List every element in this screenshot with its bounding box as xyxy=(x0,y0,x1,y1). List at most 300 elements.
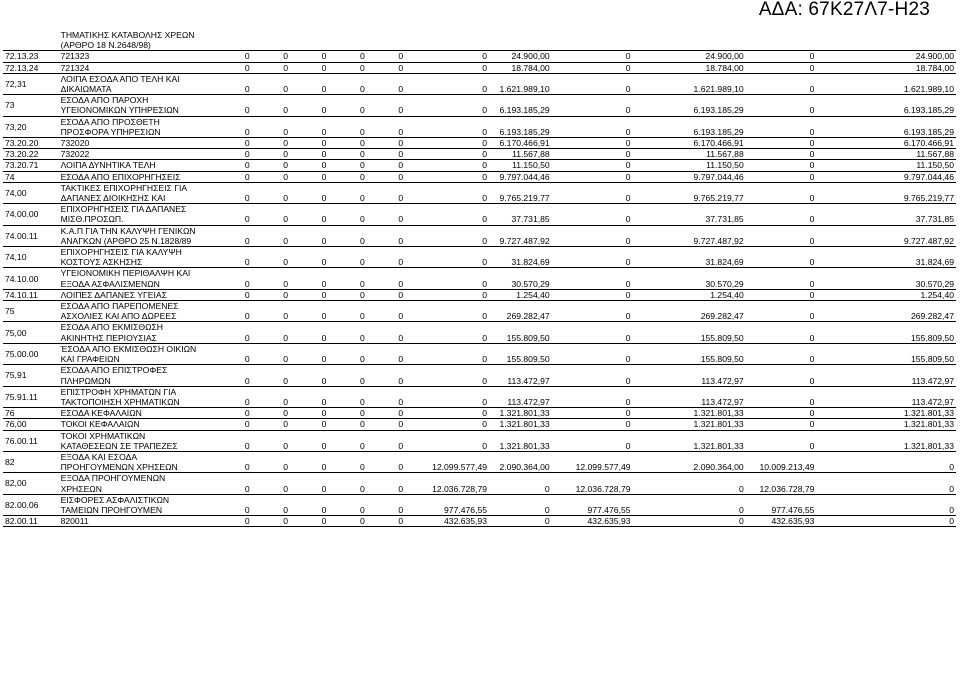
amount-cell: 9.765.219,77 xyxy=(633,182,746,203)
amount-cell: 0 xyxy=(367,182,405,203)
amount-cell: 0 xyxy=(252,343,290,364)
table-row xyxy=(3,386,956,407)
account-description: ΛΟΙΠΑ ΔΥΝΗΤΙΚΑ ΤΕΛΗ xyxy=(60,160,199,171)
amount-cell: 9.765.219,77 xyxy=(489,182,552,203)
amount-cell: 0 xyxy=(746,386,817,407)
amount-cell: 0 xyxy=(367,301,405,322)
amount-cell: 155.809,50 xyxy=(489,343,552,364)
amount-cell: 0 xyxy=(328,138,366,149)
amount-cell: 0 xyxy=(552,289,633,300)
amount-cell: 0 xyxy=(552,160,633,171)
amount-cell: 0 xyxy=(552,116,633,137)
amount-cell: 269.282,47 xyxy=(816,301,956,322)
amount-cell: 155.809,50 xyxy=(489,322,552,343)
ada-document-id: ΑΔΑ: 67Κ27Λ7-Η23 xyxy=(758,0,930,20)
amount-cell: 0 xyxy=(405,95,489,116)
amount-cell: 0 xyxy=(367,494,405,515)
amount-cell: 0 xyxy=(290,204,328,225)
amount-cell: 0 xyxy=(816,516,956,527)
amount-cell: 0 xyxy=(328,408,366,419)
amount-cell: 0 xyxy=(290,494,328,515)
amount-cell: 269.282,47 xyxy=(489,301,552,322)
table-row xyxy=(3,473,956,494)
amount-cell: 0 xyxy=(552,225,633,246)
amount-cell: 0 xyxy=(328,301,366,322)
amount-cell: 0 xyxy=(328,343,366,364)
amount-cell: 0 xyxy=(367,160,405,171)
amount-cell: 0 xyxy=(252,62,290,73)
amount-cell: 0 xyxy=(199,225,252,246)
amount-cell: 0 xyxy=(367,116,405,137)
amount-cell: 155.809,50 xyxy=(633,343,746,364)
amount-cell: 0 xyxy=(252,289,290,300)
amount-cell: 0 xyxy=(367,473,405,494)
amount-cell: 0 xyxy=(746,51,817,62)
amount-cell: 0 xyxy=(252,419,290,430)
table-row xyxy=(3,30,956,51)
amount-cell: 0 xyxy=(746,268,817,289)
table-row xyxy=(3,225,956,246)
amount-cell: 0 xyxy=(328,268,366,289)
table-row xyxy=(3,322,956,343)
amount-cell: 0 xyxy=(199,204,252,225)
amount-cell: 1.321.801,33 xyxy=(489,408,552,419)
account-description: ΕΣΟΔΑ ΑΠΟ ΕΠΙΧΟΡΗΓΗΣΕΙΣ xyxy=(60,171,199,182)
amount-cell: 6.170.466,91 xyxy=(489,138,552,149)
amount-cell: 0 xyxy=(252,171,290,182)
amount-cell: 113.472,97 xyxy=(816,386,956,407)
account-description: ΕΣΟΔΑ ΚΕΦΑΛΑΙΩΝ xyxy=(60,408,199,419)
amount-cell: 0 xyxy=(746,62,817,73)
amount-cell: 0 xyxy=(252,149,290,160)
amount-cell: 1.321.801,33 xyxy=(489,430,552,451)
table-row xyxy=(3,430,956,451)
account-description: ΕΣΟΔΑ ΑΠΟ ΠΑΡΕΠΟΜΕΝΕΣ ΑΣΧΟΛΙΕΣ ΚΑΙ ΑΠΟ ΔΩΡΕΕΣ xyxy=(60,301,199,322)
amount-cell: 0 xyxy=(552,138,633,149)
amount-cell: 0 xyxy=(405,386,489,407)
amount-cell: 0 xyxy=(405,408,489,419)
account-code: 74.10.11 xyxy=(3,289,60,300)
amount-cell: 0 xyxy=(252,516,290,527)
amount-cell: 11.150,50 xyxy=(816,160,956,171)
account-description: ΕΠΙΧΟΡΗΓΗΣΕΙΣ ΓΙΑ ΔΑΠΑΝΕΣ ΜΙΣΘ.ΠΡΟΣΩΠ. xyxy=(60,204,199,225)
account-code: 72.13.24 xyxy=(3,62,60,73)
amount-cell: 0 xyxy=(199,51,252,62)
amount-cell xyxy=(199,30,252,51)
amount-cell: 9.727.487,92 xyxy=(816,225,956,246)
amount-cell: 155.809,50 xyxy=(633,322,746,343)
amount-cell: 0 xyxy=(328,73,366,94)
amount-cell: 0 xyxy=(367,268,405,289)
amount-cell: 0 xyxy=(746,149,817,160)
account-code: 75.00.00 xyxy=(3,343,60,364)
amount-cell: 11.567,88 xyxy=(816,149,956,160)
amount-cell: 977.476,55 xyxy=(746,494,817,515)
amount-cell: 11.150,50 xyxy=(633,160,746,171)
table-row xyxy=(3,51,956,62)
account-description: ΕΣΟΔΑ ΑΠΟ ΠΡΟΣΘΕΤΗ ΠΡΟΣΦΟΡΑ ΥΠΗΡΕΣΙΩΝ xyxy=(60,116,199,137)
amount-cell: 0 xyxy=(552,73,633,94)
amount-cell: 0 xyxy=(252,301,290,322)
table-row xyxy=(3,160,956,171)
amount-cell: 1.321.801,33 xyxy=(633,408,746,419)
amount-cell: 0 xyxy=(367,138,405,149)
table-row xyxy=(3,301,956,322)
amount-cell: 0 xyxy=(290,301,328,322)
amount-cell: 0 xyxy=(290,268,328,289)
amount-cell: 6.170.466,91 xyxy=(816,138,956,149)
amount-cell: 0 xyxy=(252,386,290,407)
amount-cell: 0 xyxy=(367,430,405,451)
account-description: Κ.Α.Π ΓΙΑ ΤΗΝ ΚΑΛΥΨΗ ΓΕΝΙΚΩΝ ΑΝΑΓΚΩΝ (ΑΡΘΡΟ 25 Ν.1828/89 xyxy=(60,225,199,246)
amount-cell: 0 xyxy=(552,408,633,419)
table-row xyxy=(3,247,956,268)
amount-cell: 12.036.728,79 xyxy=(746,473,817,494)
amount-cell: 0 xyxy=(328,182,366,203)
amount-cell: 0 xyxy=(290,247,328,268)
account-code: 73.20.71 xyxy=(3,160,60,171)
amount-cell: 37.731,85 xyxy=(633,204,746,225)
amount-cell xyxy=(367,30,405,51)
amount-cell: 1.321.801,33 xyxy=(816,419,956,430)
amount-cell: 9.727.487,92 xyxy=(489,225,552,246)
amount-cell: 0 xyxy=(367,386,405,407)
amount-cell: 0 xyxy=(489,494,552,515)
account-description: 732020 xyxy=(60,138,199,149)
amount-cell: 0 xyxy=(367,451,405,472)
amount-cell: 0 xyxy=(405,430,489,451)
amount-cell: 0 xyxy=(405,322,489,343)
amount-cell: 2.090.364,00 xyxy=(489,451,552,472)
ledger-table xyxy=(3,30,956,527)
amount-cell: 0 xyxy=(328,386,366,407)
amount-cell: 0 xyxy=(367,343,405,364)
account-description: ΕΣΟΔΑ ΑΠΟ ΕΠΙΣΤΡΟΦΕΣ ΠΛΗΡΩΜΩΝ xyxy=(60,365,199,386)
amount-cell: 10.009.213,49 xyxy=(746,451,817,472)
amount-cell: 0 xyxy=(746,301,817,322)
amount-cell: 18.784,00 xyxy=(489,62,552,73)
amount-cell: 0 xyxy=(552,343,633,364)
amount-cell: 0 xyxy=(367,516,405,527)
amount-cell: 0 xyxy=(199,386,252,407)
amount-cell: 31.824,69 xyxy=(489,247,552,268)
amount-cell: 11.567,88 xyxy=(633,149,746,160)
amount-cell: 0 xyxy=(290,365,328,386)
amount-cell: 0 xyxy=(405,51,489,62)
amount-cell: 113.472,97 xyxy=(489,365,552,386)
amount-cell: 0 xyxy=(552,149,633,160)
table-row xyxy=(3,343,956,364)
amount-cell: 0 xyxy=(367,408,405,419)
amount-cell: 12.099.577,49 xyxy=(552,451,633,472)
account-description: 721323 xyxy=(60,51,199,62)
amount-cell: 0 xyxy=(199,73,252,94)
amount-cell: 6.193.185,29 xyxy=(633,95,746,116)
amount-cell: 0 xyxy=(199,430,252,451)
amount-cell: 0 xyxy=(367,247,405,268)
amount-cell: 0 xyxy=(199,62,252,73)
amount-cell: 0 xyxy=(816,451,956,472)
account-description: ΛΟΙΠΑ ΕΣΟΔΑ ΑΠΟ ΤΕΛΗ ΚΑΙ ΔΙΚΑΙΩΜΑΤΑ xyxy=(60,73,199,94)
amount-cell: 0 xyxy=(328,451,366,472)
ledger-body xyxy=(3,30,956,527)
account-description: ΈΣΟΔΑ ΑΠΟ ΕΚΜΙΣΘΩΣΗ ΟΙΚΙΩΝ ΚΑΙ ΓΡΑΦΕΙΩΝ xyxy=(60,343,199,364)
account-code: 76,00 xyxy=(3,419,60,430)
amount-cell: 0 xyxy=(746,73,817,94)
amount-cell: 0 xyxy=(328,95,366,116)
amount-cell: 0 xyxy=(290,516,328,527)
amount-cell: 37.731,85 xyxy=(489,204,552,225)
amount-cell: 0 xyxy=(367,171,405,182)
amount-cell: 30.570,29 xyxy=(489,268,552,289)
account-description: ΤΑΚΤΙΚΕΣ ΕΠΙΧΟΡΗΓΗΣΕΙΣ ΓΙΑ ΔΑΠΑΝΕΣ ΔΙΟΙΚΗΣΗΣ ΚΑΙ xyxy=(60,182,199,203)
account-code: 74,00 xyxy=(3,182,60,203)
account-description: ΕΣΟΔΑ ΑΠΟ ΕΚΜΙΣΘΩΣΗ ΑΚΙΝΗΤΗΣ ΠΕΡΙΟΥΣΙΑΣ xyxy=(60,322,199,343)
amount-cell: 0 xyxy=(746,247,817,268)
amount-cell: 12.036.728,79 xyxy=(552,473,633,494)
amount-cell: 24.900,00 xyxy=(816,51,956,62)
amount-cell: 432.635,93 xyxy=(405,516,489,527)
amount-cell: 0 xyxy=(328,171,366,182)
amount-cell: 1.621.989,10 xyxy=(816,73,956,94)
amount-cell: 0 xyxy=(199,494,252,515)
amount-cell: 11.567,88 xyxy=(489,149,552,160)
amount-cell: 6.170.466,91 xyxy=(633,138,746,149)
amount-cell: 0 xyxy=(746,95,817,116)
amount-cell: 0 xyxy=(816,494,956,515)
amount-cell: 0 xyxy=(290,116,328,137)
account-code: 82,00 xyxy=(3,473,60,494)
account-description: ΕΙΣΦΟΡΕΣ ΑΣΦΑΛΙΣΤΙΚΩΝ ΤΑΜΕΙΩΝ ΠΡΟΗΓΟΥΜΕΝ xyxy=(60,494,199,515)
amount-cell: 0 xyxy=(252,204,290,225)
amount-cell: 0 xyxy=(552,95,633,116)
amount-cell: 11.150,50 xyxy=(489,160,552,171)
amount-cell xyxy=(816,30,956,51)
amount-cell xyxy=(552,30,633,51)
amount-cell: 6.193.185,29 xyxy=(489,95,552,116)
amount-cell: 1.321.801,33 xyxy=(633,419,746,430)
amount-cell: 0 xyxy=(252,268,290,289)
amount-cell: 0 xyxy=(328,204,366,225)
account-description: ΕΠΙΧΟΡΗΓΗΣΕΙΣ ΓΙΑ ΚΑΛΥΨΗ ΚΟΣΤΟΥΣ ΑΣΚΗΣΗΣ xyxy=(60,247,199,268)
account-description: ΥΓΕΙΟΝΟΜΙΚΗ ΠΕΡΙΘΑΛΨΗ ΚΑΙ ΕΞΟΔΑ ΑΣΦΑΛΙΣΜΕΝΩΝ xyxy=(60,268,199,289)
amount-cell: 0 xyxy=(290,386,328,407)
amount-cell: 6.193.185,29 xyxy=(816,95,956,116)
amount-cell: 1.321.801,33 xyxy=(816,430,956,451)
amount-cell xyxy=(252,30,290,51)
amount-cell: 24.900,00 xyxy=(489,51,552,62)
amount-cell: 0 xyxy=(290,171,328,182)
amount-cell: 0 xyxy=(746,160,817,171)
account-code: 76.00.11 xyxy=(3,430,60,451)
amount-cell: 6.193.185,29 xyxy=(633,116,746,137)
amount-cell xyxy=(633,30,746,51)
amount-cell: 0 xyxy=(489,516,552,527)
amount-cell: 0 xyxy=(290,182,328,203)
amount-cell: 18.784,00 xyxy=(633,62,746,73)
table-row xyxy=(3,268,956,289)
amount-cell: 0 xyxy=(367,149,405,160)
amount-cell: 0 xyxy=(290,225,328,246)
amount-cell: 9.727.487,92 xyxy=(633,225,746,246)
amount-cell: 0 xyxy=(252,408,290,419)
amount-cell: 24.900,00 xyxy=(633,51,746,62)
amount-cell: 0 xyxy=(290,62,328,73)
amount-cell: 9.765.219,77 xyxy=(816,182,956,203)
amount-cell: 0 xyxy=(328,51,366,62)
amount-cell: 0 xyxy=(405,225,489,246)
amount-cell: 113.472,97 xyxy=(489,386,552,407)
amount-cell: 0 xyxy=(199,301,252,322)
account-code: 72,31 xyxy=(3,73,60,94)
amount-cell: 0 xyxy=(552,171,633,182)
amount-cell: 0 xyxy=(252,95,290,116)
amount-cell: 0 xyxy=(199,473,252,494)
table-row xyxy=(3,95,956,116)
amount-cell: 0 xyxy=(746,182,817,203)
amount-cell: 0 xyxy=(328,419,366,430)
amount-cell: 6.193.185,29 xyxy=(816,116,956,137)
amount-cell: 1.254,40 xyxy=(816,289,956,300)
amount-cell: 0 xyxy=(290,322,328,343)
amount-cell: 0 xyxy=(199,171,252,182)
amount-cell: 1.321.801,33 xyxy=(816,408,956,419)
amount-cell: 0 xyxy=(199,343,252,364)
amount-cell: 0 xyxy=(199,322,252,343)
amount-cell: 0 xyxy=(405,160,489,171)
account-description: ΤΟΚΟΙ ΧΡΗΜΑΤΙΚΩΝ ΚΑΤΑΘΕΣΕΩΝ ΣΕ ΤΡΑΠΕΖΕΣ xyxy=(60,430,199,451)
amount-cell: 0 xyxy=(252,73,290,94)
amount-cell: 0 xyxy=(367,365,405,386)
amount-cell: 0 xyxy=(633,473,746,494)
amount-cell: 1.621.989,10 xyxy=(489,73,552,94)
amount-cell: 0 xyxy=(252,116,290,137)
amount-cell: 977.476,55 xyxy=(405,494,489,515)
amount-cell: 18.784,00 xyxy=(816,62,956,73)
account-code: 73,20 xyxy=(3,116,60,137)
account-code: 75,00 xyxy=(3,322,60,343)
amount-cell: 0 xyxy=(290,473,328,494)
amount-cell: 0 xyxy=(328,225,366,246)
amount-cell: 0 xyxy=(328,289,366,300)
amount-cell: 0 xyxy=(367,204,405,225)
amount-cell: 432.635,93 xyxy=(746,516,817,527)
amount-cell: 0 xyxy=(405,301,489,322)
amount-cell: 0 xyxy=(290,451,328,472)
amount-cell: 0 xyxy=(552,301,633,322)
amount-cell: 0 xyxy=(328,494,366,515)
amount-cell: 0 xyxy=(367,51,405,62)
amount-cell xyxy=(290,30,328,51)
account-code: 74 xyxy=(3,171,60,182)
amount-cell: 0 xyxy=(252,160,290,171)
account-code: 74.00.11 xyxy=(3,225,60,246)
account-code: 75.91.11 xyxy=(3,386,60,407)
account-description: ΕΠΙΣΤΡΟΦΗ ΧΡΗΜΑΤΩΝ ΓΙΑ ΤΑΚΤΟΠΟΙΗΣΗ ΧΡΗΜΑΤΙΚΩΝ xyxy=(60,386,199,407)
account-code: 82.00.06 xyxy=(3,494,60,515)
amount-cell: 0 xyxy=(746,225,817,246)
amount-cell: 113.472,97 xyxy=(633,365,746,386)
amount-cell: 0 xyxy=(328,365,366,386)
amount-cell: 0 xyxy=(552,365,633,386)
amount-cell: 0 xyxy=(746,138,817,149)
amount-cell: 0 xyxy=(552,268,633,289)
account-code: 82.00.11 xyxy=(3,516,60,527)
amount-cell: 31.824,69 xyxy=(633,247,746,268)
amount-cell: 0 xyxy=(746,419,817,430)
amount-cell: 0 xyxy=(816,473,956,494)
amount-cell xyxy=(746,30,817,51)
amount-cell: 0 xyxy=(199,419,252,430)
amount-cell: 0 xyxy=(405,171,489,182)
amount-cell: 0 xyxy=(746,430,817,451)
amount-cell: 1.254,40 xyxy=(489,289,552,300)
amount-cell: 0 xyxy=(552,182,633,203)
amount-cell: 0 xyxy=(328,247,366,268)
amount-cell: 0 xyxy=(746,322,817,343)
amount-cell: 0 xyxy=(252,51,290,62)
amount-cell: 0 xyxy=(746,289,817,300)
amount-cell: 0 xyxy=(328,116,366,137)
amount-cell: 0 xyxy=(199,149,252,160)
amount-cell: 0 xyxy=(199,182,252,203)
amount-cell: 9.797.044,46 xyxy=(633,171,746,182)
amount-cell: 0 xyxy=(367,322,405,343)
table-row xyxy=(3,171,956,182)
account-code: 75,91 xyxy=(3,365,60,386)
amount-cell: 0 xyxy=(746,116,817,137)
account-description: 721324 xyxy=(60,62,199,73)
account-description: 732022 xyxy=(60,149,199,160)
amount-cell: 0 xyxy=(290,430,328,451)
account-code xyxy=(3,30,60,51)
amount-cell: 0 xyxy=(405,138,489,149)
table-row xyxy=(3,451,956,472)
amount-cell: 113.472,97 xyxy=(633,386,746,407)
amount-cell: 0 xyxy=(746,408,817,419)
amount-cell: 0 xyxy=(290,408,328,419)
amount-cell: 0 xyxy=(633,516,746,527)
table-row xyxy=(3,516,956,527)
account-description: ΕΣΟΔΑ ΑΠΟ ΠΑΡΟΧΗ ΥΓΕΙΟΝΟΜΙΚΩΝ ΥΠΗΡΕΣΙΩΝ xyxy=(60,95,199,116)
amount-cell: 12.099.577,49 xyxy=(405,451,489,472)
amount-cell: 977.476,55 xyxy=(552,494,633,515)
amount-cell: 37.731,85 xyxy=(816,204,956,225)
account-code: 72.13.23 xyxy=(3,51,60,62)
amount-cell: 0 xyxy=(328,322,366,343)
account-code: 73.20.20 xyxy=(3,138,60,149)
amount-cell: 0 xyxy=(199,160,252,171)
amount-cell: 0 xyxy=(199,516,252,527)
table-row xyxy=(3,408,956,419)
amount-cell: 0 xyxy=(367,62,405,73)
amount-cell: 0 xyxy=(489,473,552,494)
amount-cell: 0 xyxy=(199,268,252,289)
amount-cell: 0 xyxy=(199,116,252,137)
amount-cell: 0 xyxy=(405,343,489,364)
amount-cell: 0 xyxy=(199,408,252,419)
amount-cell: 9.797.044,46 xyxy=(489,171,552,182)
amount-cell: 0 xyxy=(252,473,290,494)
table-row xyxy=(3,116,956,137)
amount-cell: 0 xyxy=(252,225,290,246)
amount-cell: 0 xyxy=(290,289,328,300)
amount-cell: 0 xyxy=(552,386,633,407)
amount-cell: 0 xyxy=(328,516,366,527)
amount-cell: 0 xyxy=(252,494,290,515)
amount-cell: 2.090.364,00 xyxy=(633,451,746,472)
account-code: 75 xyxy=(3,301,60,322)
